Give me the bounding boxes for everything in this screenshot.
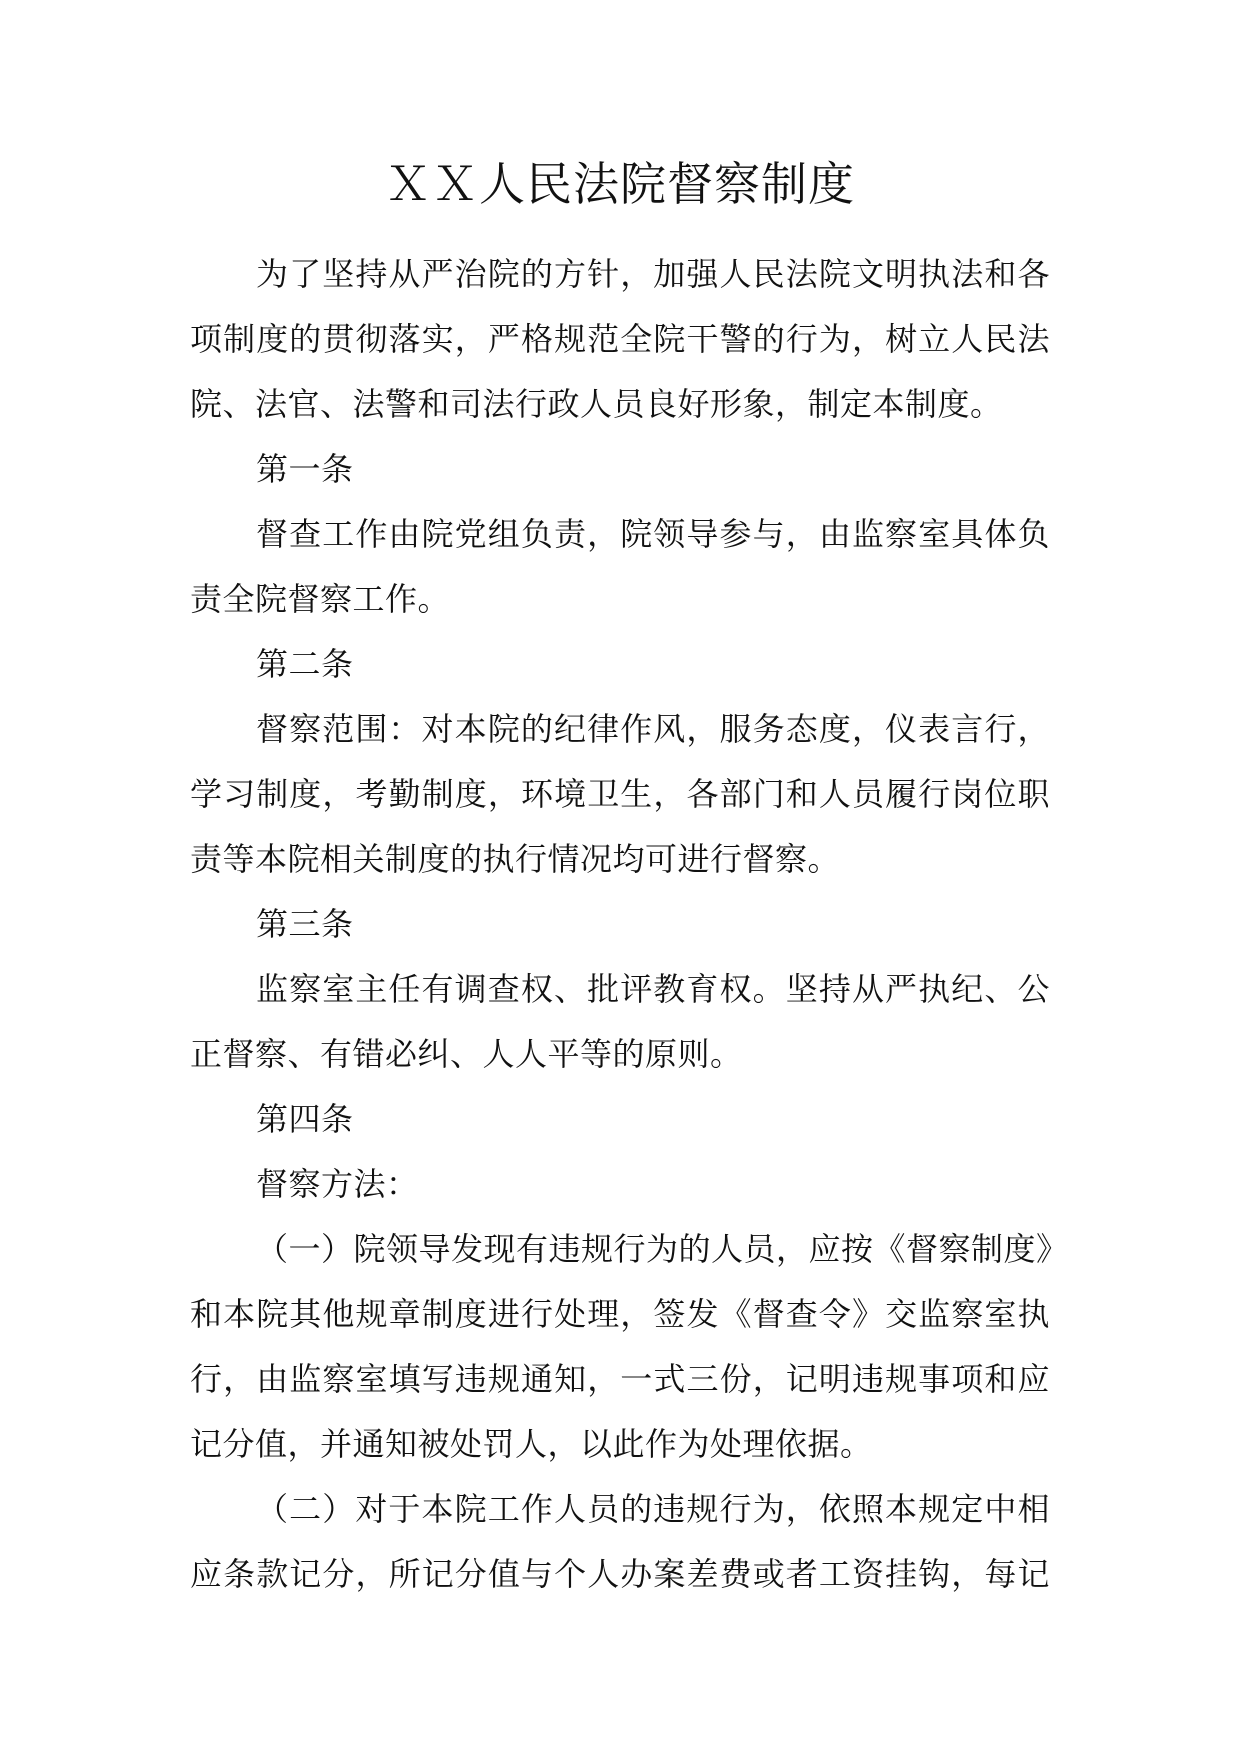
text-line: 督察方法： (256, 1165, 419, 1203)
article-heading: 第一条 (256, 450, 354, 488)
text-line: 项制度的贯彻落实，严格规范全院干警的行为，树立人民法 (190, 320, 1050, 358)
text-line: 责等本院相关制度的执行情况均可进行督察。 (190, 840, 841, 878)
article-heading: 第三条 (256, 905, 354, 943)
text-line: 记分值，并通知被处罚人，以此作为处理依据。 (190, 1425, 873, 1463)
text-line: 监察室主任有调查权、批评教育权。坚持从严执纪、公 (256, 970, 1050, 1008)
text-line: 和本院其他规章制度进行处理，签发《督查令》交监察室执 (190, 1295, 1050, 1333)
text-line: 督察范围：对本院的纪律作风，服务态度，仪表言行， (256, 710, 1050, 748)
text-line: 院、法官、法警和司法行政人员良好形象，制定本制度。 (190, 385, 1003, 423)
text-line: （一）院领导发现有违规行为的人员，应按《督察制度》 (256, 1230, 1069, 1268)
text-line: 责全院督察工作。 (190, 580, 451, 618)
text-line: 为了坚持从严治院的方针，加强人民法院文明执法和各 (256, 255, 1050, 293)
text-line: 行，由监察室填写违规通知，一式三份，记明违规事项和应 (190, 1360, 1050, 1398)
text-line: 督查工作由院党组负责，院领导参与，由监察室具体负 (256, 515, 1050, 553)
text-line: 正督察、有错必纠、人人平等的原则。 (190, 1035, 743, 1073)
article-heading: 第四条 (256, 1100, 354, 1138)
text-line: （二）对于本院工作人员的违规行为，依照本规定中相 (256, 1490, 1050, 1528)
article-heading: 第二条 (256, 645, 354, 683)
document-title: ＸＸ人民法院督察制度 (385, 157, 855, 211)
text-line: 应条款记分，所记分值与个人办案差费或者工资挂钩，每记 (190, 1555, 1050, 1593)
text-line: 学习制度，考勤制度，环境卫生，各部门和人员履行岗位职 (190, 775, 1050, 813)
document-body (190, 242, 1069, 1607)
